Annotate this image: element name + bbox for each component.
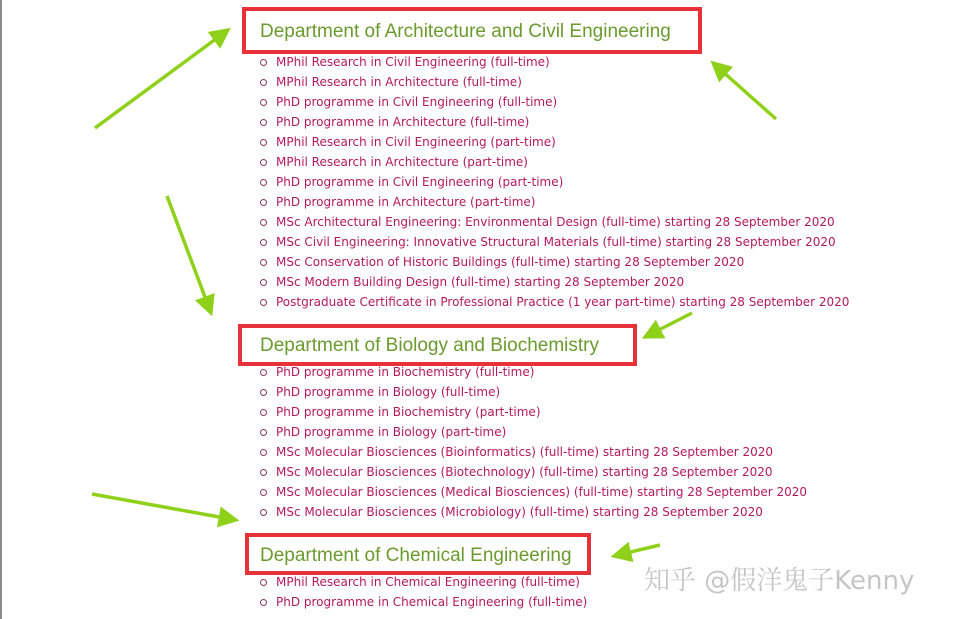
programme-link[interactable]: PhD programme in Biochemistry (part-time) [276, 402, 807, 422]
programme-link[interactable]: PhD programme in Civil Engineering (full-time) [276, 92, 849, 112]
programme-link[interactable]: MSc Molecular Biosciences (Bioinformatics) (full-time) starting 28 September 2020 [276, 442, 807, 462]
arrow-icon [645, 313, 692, 337]
watermark: 知乎 @假洋鬼子Kenny [644, 566, 915, 596]
arrow-icon [92, 494, 236, 520]
programme-link[interactable]: MPhil Research in Civil Engineering (part-time) [276, 132, 849, 152]
programme-link[interactable]: Postgraduate Certificate in Professional Practice (1 year part-time) starting 28 September 2020 [276, 292, 849, 312]
programme-link[interactable]: PhD programme in Biology (part-time) [276, 422, 807, 442]
arrow-icon [614, 545, 660, 556]
programme-link[interactable]: MSc Molecular Biosciences (Microbiology) (full-time) starting 28 September 2020 [276, 502, 807, 522]
arrow-icon [713, 63, 776, 119]
programme-link[interactable]: MSc Modern Building Design (full-time) starting 28 September 2020 [276, 272, 849, 292]
programme-link[interactable]: MSc Architectural Engineering: Environmental Design (full-time) starting 28 September 2020 [276, 212, 849, 232]
programme-link[interactable]: MSc Molecular Biosciences (Biotechnology) (full-time) starting 28 September 2020 [276, 462, 807, 482]
programme-link[interactable]: MSc Conservation of Historic Buildings (full-time) starting 28 September 2020 [276, 252, 849, 272]
programme-link[interactable]: PhD programme in Chemical Engineering (full-time) [276, 592, 587, 612]
programme-link[interactable]: MPhil Research in Civil Engineering (full-time) [276, 52, 849, 72]
department-heading[interactable]: Department of Architecture and Civil Engineering [260, 21, 671, 42]
programme-link[interactable]: MPhil Research in Chemical Engineering (full-time) [276, 572, 587, 592]
programme-link[interactable]: PhD programme in Architecture (part-time) [276, 192, 849, 212]
programme-link[interactable]: MPhil Research in Architecture (full-time) [276, 72, 849, 92]
arrow-icon [167, 196, 211, 313]
programme-link[interactable]: MSc Civil Engineering: Innovative Structural Materials (full-time) starting 28 September 2020 [276, 232, 849, 252]
programme-link[interactable]: PhD programme in Biochemistry (full-time) [276, 362, 807, 382]
programme-link[interactable]: PhD programme in Civil Engineering (part-time) [276, 172, 849, 192]
department-heading[interactable]: Department of Biology and Biochemistry [260, 335, 599, 356]
programme-link[interactable]: PhD programme in Biology (full-time) [276, 382, 807, 402]
department-heading[interactable]: Department of Chemical Engineering [260, 545, 572, 566]
programme-link[interactable]: MSc Molecular Biosciences (Medical Biosciences) (full-time) starting 28 September 2020 [276, 482, 807, 502]
programme-link[interactable]: PhD programme in Architecture (full-time) [276, 112, 849, 132]
arrow-icon [95, 30, 228, 128]
programme-link[interactable]: MPhil Research in Architecture (part-time) [276, 152, 849, 172]
